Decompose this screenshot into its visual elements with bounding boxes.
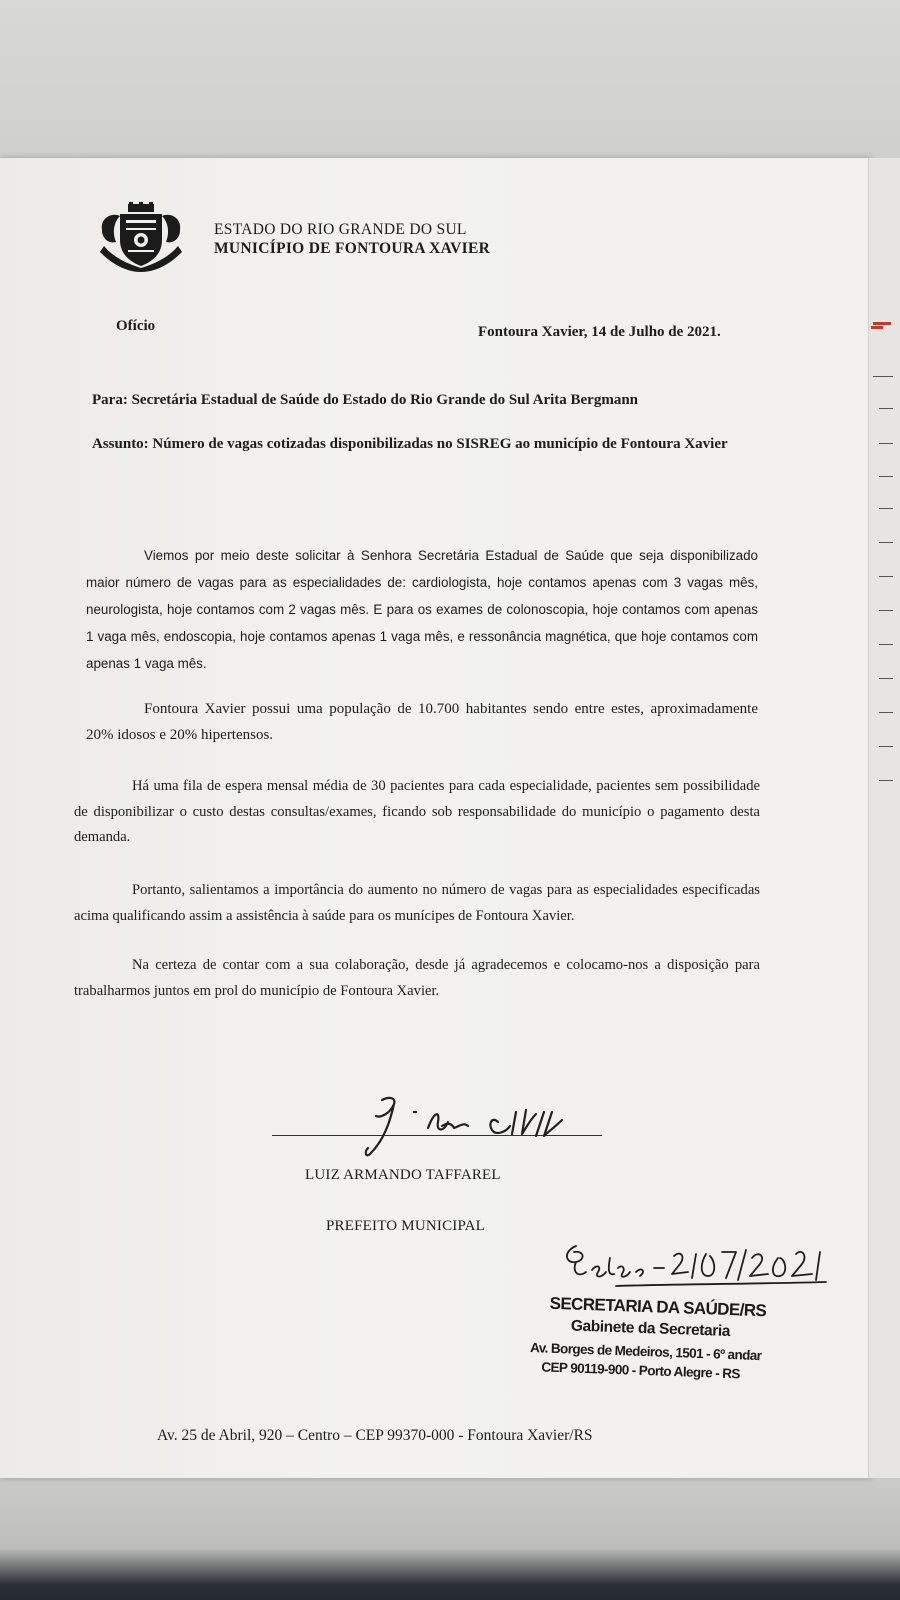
edge-tab-mark (879, 610, 893, 611)
stamp-office: Gabinete da Secretaria (570, 1317, 731, 1340)
body-paragraph: Fontoura Xavier possui uma população de 10.700 habitantes sendo entre estes, aproximadamente 20% idosos e 20% hipertensos. (86, 701, 758, 743)
letter-type: Ofício (116, 318, 156, 334)
letter-recipient: Para: Secretária Estadual de Saúde do Estado do Rio Grande do Sul Arita Bergmann (92, 392, 639, 408)
background-surface-bottom (0, 1470, 900, 1600)
body-paragraph: Portanto, salientamos a importância do aumento no número de vagas para as especialidades especificadas acima qualificando assim a assistência à saúde para os munícipes de Fontoura Xavier. (74, 882, 760, 924)
background-surface-top (0, 0, 900, 165)
edge-tab-mark (879, 408, 893, 409)
page-edge-stack (868, 158, 900, 1478)
edge-tab-mark (879, 443, 893, 444)
coat-of-arms-icon (98, 202, 184, 272)
edge-tab-mark (879, 576, 893, 577)
handwritten-received-date (556, 1238, 856, 1298)
signer-name: LUIZ ARMANDO TAFFAREL (305, 1167, 501, 1183)
edge-tab-mark (879, 376, 893, 377)
edge-tab-mark (879, 476, 893, 477)
edge-tab-mark (873, 322, 891, 325)
handwritten-signature (330, 1092, 630, 1162)
edge-tab-mark (879, 712, 893, 713)
edge-tab-mark (879, 644, 893, 645)
letter-subject: Assunto: Número de vagas cotizadas disponibilizadas no SISREG ao município de Fontoura Xavier (92, 436, 728, 452)
edge-tab-mark (879, 746, 893, 747)
footer-address: Av. 25 de Abril, 920 – Centro – CEP 99370-000 - Fontoura Xavier/RS (157, 1427, 593, 1444)
stamp-address: Av. Borges de Medeiros, 1501 - 6º andar (529, 1340, 762, 1364)
edge-tab-mark (879, 508, 893, 509)
header-municipality: MUNICÍPIO DE FONTOURA XAVIER (214, 240, 491, 257)
edge-tab-mark (879, 780, 893, 781)
edge-tab-mark (871, 326, 883, 329)
signer-title: PREFEITO MUNICIPAL (326, 1218, 486, 1234)
edge-tab-mark (879, 678, 893, 679)
stamp-postal: CEP 90119-900 - Porto Alegre - RS (541, 1359, 741, 1382)
stamp-department: SECRETARIA DA SAÚDE/RS (549, 1293, 767, 1321)
letter-date: Fontoura Xavier, 14 de Julho de 2021. (478, 324, 721, 340)
body-paragraph: Na certeza de contar com a sua colaboração, desde já agradecemos e colocamo-nos a disposição para trabalharmos juntos em prol do município de Fontoura Xavier. (74, 957, 760, 999)
body-paragraph: Há uma fila de espera mensal média de 30 pacientes para cada especialidade, pacientes sem possibilidade de disponibilizar o custo destas consultas/exames, ficando sob responsabilidade do município o pagamento desta demanda. (74, 778, 760, 845)
received-stamp (527, 1293, 790, 1383)
edge-tab-mark (879, 542, 893, 543)
header-state: ESTADO DO RIO GRANDE DO SUL (214, 221, 467, 238)
body-paragraph: Viemos por meio deste solicitar à Senhora Secretária Estadual de Saúde que seja disponibilizado maior número de vagas para as especialidades de: cardiologista, hoje contamos apenas com 3 vagas mês, neurologista, hoje contamos com 2 vagas mês. E para os exames de colonoscopia, hoje contamos com apenas 1 vaga mês, endoscopia, hoje contamos apenas 1 vaga mês, e ressonância magnética, que hoje contamos com apenas 1 vaga mês. (86, 548, 758, 671)
